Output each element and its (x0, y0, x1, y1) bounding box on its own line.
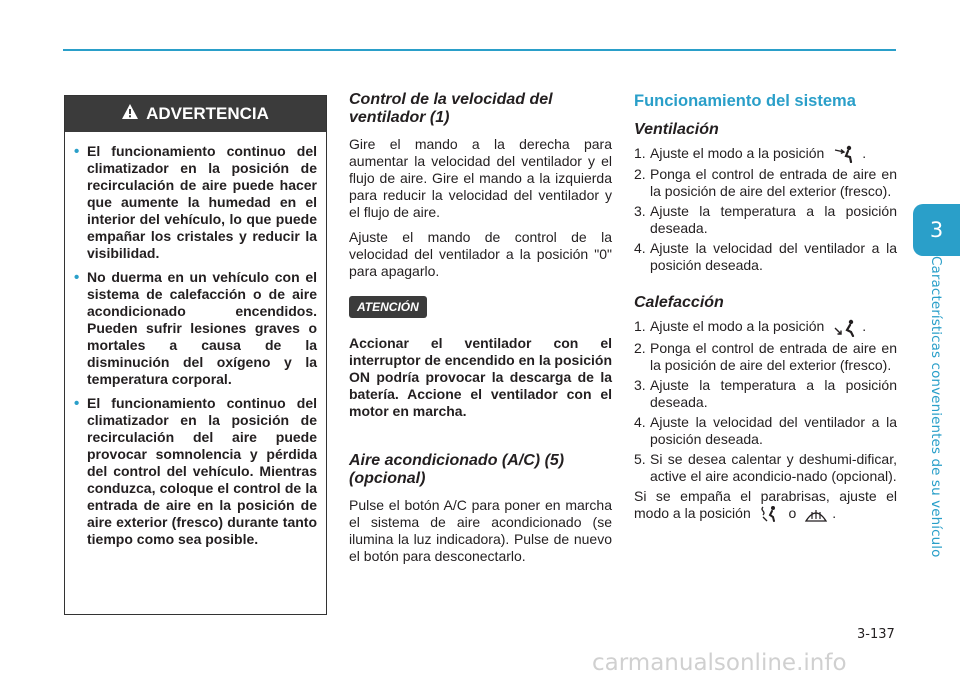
face-vent-icon (832, 145, 858, 163)
top-rule (63, 49, 896, 51)
ac-title: Aire acondicionado (A/C) (5) (opcional) (349, 452, 565, 487)
watermark: carmanualsonline.info (592, 650, 847, 676)
heating-title: Calefacción (634, 294, 724, 312)
step-text: Ajuste el modo a la posición (650, 145, 825, 161)
step-text: Ponga el control de entrada de aire en la posición de aire del exterior (fresco). (650, 339, 897, 373)
fan-speed-paragraph: Gire el mando a la derecha para aumentar la velocidad del ventilador y el flujo de aire. Gire el mando a la izquierda para reducir la velocidad del ventilador y el flujo de aire. (349, 136, 612, 220)
warning-header (65, 96, 326, 132)
operation-title: Funcionamiento del sistema (634, 92, 856, 110)
warning-item: • El funcionamiento continuo del climatizador en la posición de recirculación de aire puede hacer que aumente la humedad en el interior del vehículo, lo que puede empañar los cristales y reducir la visibilidad. (87, 143, 317, 262)
step-number: 1. (634, 318, 646, 335)
step-text: Ajuste la temperatura a la posición deseada. (650, 376, 897, 410)
floor-vent-icon (832, 319, 858, 337)
step-text: Si se desea calentar y deshumi-dificar, active el aire acondicio-nado (opcional). (650, 450, 897, 484)
heating-step (634, 414, 897, 448)
chapter-tab[interactable] (913, 204, 960, 256)
warning-heading: ADVERTENCIA (146, 104, 269, 123)
page-number: 3-137 (857, 627, 895, 642)
middle-column (349, 91, 612, 573)
chapter-title-text: Características convenientes de su vehículo (928, 256, 944, 558)
heating-step: 1. Ajuste el modo a la posición . (634, 318, 897, 336)
warning-list (65, 132, 326, 548)
step-number: 3. (634, 376, 646, 393)
step-number: 3. (634, 203, 646, 220)
warning-box (64, 95, 327, 615)
step-number: 2. (634, 166, 646, 183)
warning-item: • No duerma en un vehículo con el sistema de calefacción o de aire acondicionado encendidos. Pueden sufrir lesiones graves o mortales a causa de la disminución del oxígeno y la temperatura corporal. (87, 269, 317, 388)
fan-speed-paragraph: Ajuste el mando de control de la velocidad del ventilador a la posición "0" para apagarlo. (349, 229, 612, 279)
ventilation-step (634, 203, 897, 237)
step-number: 4. (634, 240, 646, 257)
heating-step (634, 340, 897, 374)
attention-badge: ATENCIÓN (349, 296, 427, 318)
ventilation-step (634, 166, 897, 200)
warning-item: • El funcionamiento continuo del climatizador en la posición de recirculación del aire puede provocar somnolencia y pérdida del control del vehículo. Mientras conduzca, coloque el control de la entrada de aire en la posición de aire exterior (fresco) durante tanto tiempo como sea posible. (87, 395, 317, 548)
fog-note: Si se empaña el parabrisas, ajuste el modo a la posición o . (634, 488, 897, 523)
step-number: 4. (634, 413, 646, 430)
fog-note-text: Si se empaña el parabrisas, ajuste el modo a la posición (634, 487, 897, 521)
ac-text: Pulse el botón A/C para poner en marcha el sistema de aire acondicionado (se ilumina la luz indicadora). Pulse de nuevo el botón para desconectarlo. (349, 497, 612, 564)
step-number: 5. (634, 450, 646, 467)
fan-speed-title: Control de la velocidad del ventilador (1) (349, 91, 553, 126)
step-number: 1. (634, 145, 646, 161)
ventilation-steps (634, 145, 897, 274)
step-number: 2. (634, 339, 646, 356)
fog-note-or: o (788, 504, 797, 521)
defrost-icon (804, 505, 828, 523)
step-text: Ajuste la temperatura a la posición deseada. (650, 203, 897, 237)
chapter-number: 3 (929, 218, 944, 242)
heating-step (634, 377, 897, 411)
ventilation-step (634, 240, 897, 274)
floor-defrost-icon (759, 505, 781, 523)
heating-steps (634, 318, 897, 484)
ventilation-step: 1. Ajuste el modo a la posición . (634, 145, 897, 163)
right-column (634, 91, 897, 531)
step-text: Ajuste la velocidad del ventilador a la posición deseada. (650, 413, 897, 447)
warning-triangle-icon (122, 104, 138, 124)
ventilation-title: Ventilación (634, 121, 719, 138)
step-text: Ponga el control de entrada de aire en la posición de aire del exterior (fresco). (650, 166, 897, 200)
heating-step (634, 451, 897, 485)
attention-text: Accionar el ventilador con el interruptor de encendido en la posición ON podría provocar la descarga de la batería. Accione el ventilador con el motor en marcha. (349, 335, 612, 419)
step-text: Ajuste el modo a la posición (650, 318, 825, 335)
step-text: Ajuste la velocidad del ventilador a la posición deseada. (650, 240, 897, 274)
